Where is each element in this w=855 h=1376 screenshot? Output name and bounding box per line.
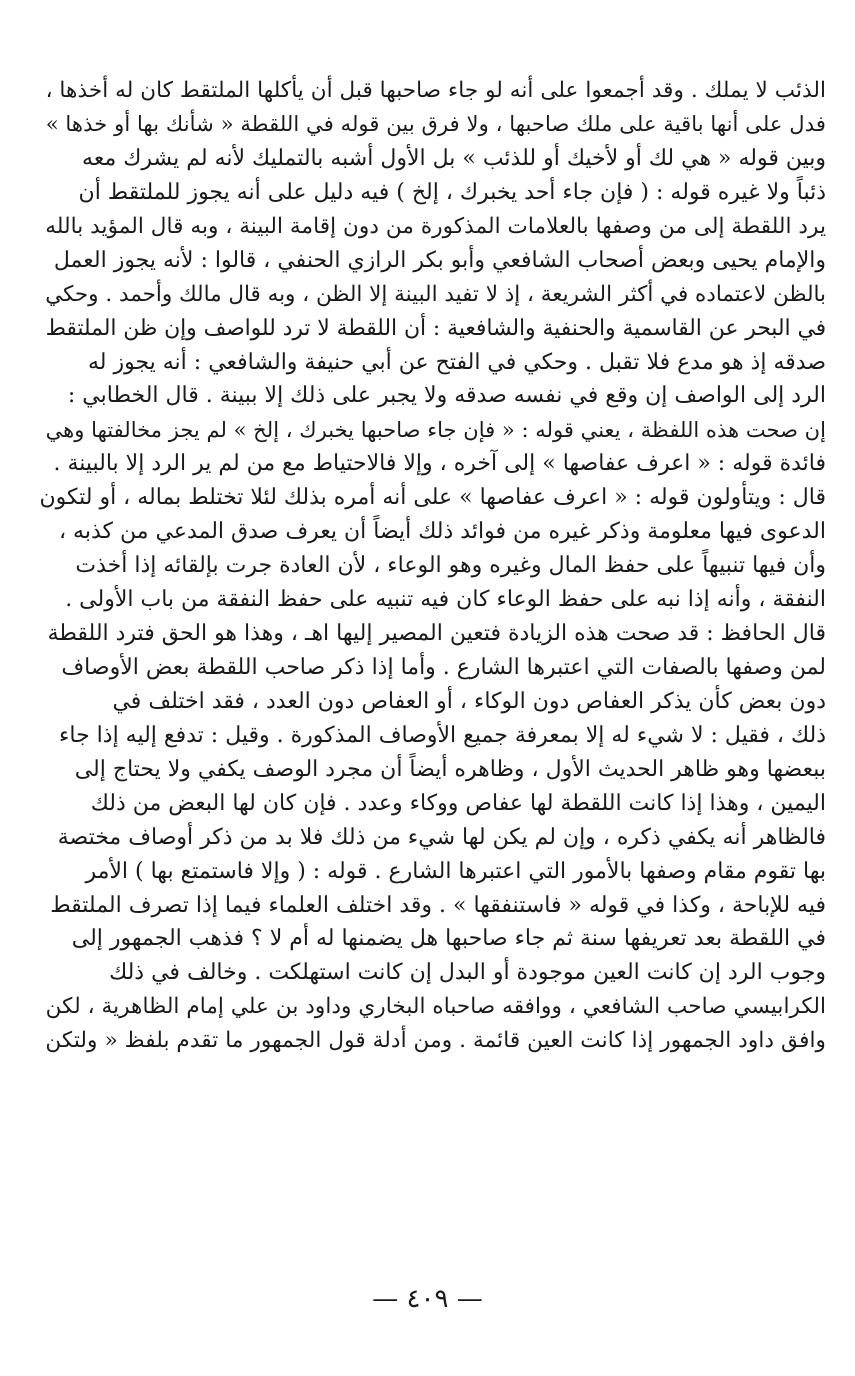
text-line: بها تقوم مقام وصفها بالأمور التي اعتبرها الشارع . قوله : ( وإلا فاستمتع بها ) الأمر — [85, 858, 826, 884]
text-line: الكرابيسي صاحب الشافعي ، ووافقه صاحباه البخاري وداود بن علي إمام الظاهرية ، لكن — [45, 994, 826, 1020]
text-line: وجوب الرد إن كانت العين موجودة أو البدل إن كانت استهلكت . وخالف في ذلك — [109, 960, 826, 986]
text-line: الرد إلى الواصف إن وقع في نفسه صدقه ولا يجبر على ذلك إلا ببينة . قال الخطابي : — [67, 383, 826, 409]
page-number: — ٤٠٩ — — [372, 1284, 483, 1314]
text-line: يرد اللقطة إلى من وصفها بالعلامات المذكورة من دون إقامة البينة ، وبه قال المؤيد بالله — [45, 213, 826, 239]
text-line: فيه للإباحة ، وكذا في قوله « فاستنفقها » . وقد اختلف العلماء فيما إذا تصرف الملتقط — [50, 892, 826, 918]
text-line: وافق داود الجمهور إذا كانت العين قائمة . ومن أدلة قول الجمهور ما تقدم بلفظ « ولتكن — [45, 1028, 826, 1054]
text-line: في اللقطة بعد تعريفها سنة ثم جاء صاحبها هل يضمنها له أم لا ؟ فذهب الجمهور إلى — [71, 926, 826, 952]
text-line: الذئب لا يملك . وقد أجمعوا على أنه لو جاء صاحبها قبل أن يأكلها الملتقط كان له أخذها ، — [45, 78, 826, 103]
text-line: وبين قوله « هي لك أو لأخيك أو للذئب » بل الأول أشبه بالتمليك لأنه لم يشرك معه — [82, 145, 826, 171]
text-line: دون بعض كأن يذكر العفاص دون الوكاء ، أو العفاص دون العدد ، فقد اختلف في — [112, 688, 826, 714]
text-line: النفقة ، وأنه إذا نبه على حفظ الوعاء كان فيه تنبيه على حفظ النفقة من باب الأولى . — [65, 587, 826, 613]
text-line: فائدة قوله : « اعرف عفاصها » إلى آخره ، وإلا فالاحتياط مع من لم ير الرد إلا بالبينة . — [53, 451, 826, 477]
text-line: قال : ويتأولون قوله : « اعرف عفاصها » على أنه أمره بذلك لئلا تختلط بماله ، أو لتكون — [39, 485, 826, 511]
body-text — [38, 74, 826, 1058]
text-line: ببعضها وهو ظاهر الحديث الأول ، وظاهره أيضاً أن مجرد الوصف يكفي ولا يحتاج إلى — [74, 756, 826, 782]
text-line: لمن وصفها بالصفات التي اعتبرها الشارع . وأما إذا ذكر صاحب اللقطة بعض الأوصاف — [61, 654, 826, 680]
text-line: ذئباً ولا غيره قوله : ( فإن جاء أحد يخبرك ، إلخ ) فيه دليل على أنه يجوز للملتقط أن — [78, 179, 826, 205]
text-line: في البحر عن القاسمية والحنفية والشافعية : أن اللقطة لا ترد للواصف وإن ظن الملتقط — [45, 315, 826, 341]
text-line: فالظاهر أنه يكفي ذكره ، وإن لم يكن لها شيء من ذلك فلا بد من ذكر أوصاف مختصة — [57, 824, 826, 850]
text-line: ذلك ، فقيل : لا شيء له إلا بمعرفة جميع الأوصاف المذكورة . وقيل : تدفع إليه إذا جاء — [59, 722, 826, 748]
text-line: صدقه إذ هو مدع فلا تقبل . وحكي في الفتح عن أبي حنيفة والشافعي : أنه يجوز له — [87, 349, 826, 375]
text-line: إن صحت هذه اللفظة ، يعني قوله : « فإن جاء صاحبها يخبرك ، إلخ » لم يجز مخالفتها وهي — [45, 417, 826, 443]
text-line: فدل على أنها باقية على ملك صاحبها ، ولا فرق بين قوله في اللقطة « شأنك بها أو خذها » — [45, 111, 826, 137]
text-line: بالظن لاعتماده في أكثر الشريعة ، إذ لا تفيد البينة إلا الظن ، وبه قال مالك وأحمد . وحكي — [45, 281, 826, 307]
text-line: قال الحافظ : قد صحت هذه الزيادة فتعين المصير إليها اهـ ، وهذا هو الحق فترد اللقطة — [47, 621, 826, 646]
text-line: اليمين ، وهذا إذا كانت اللقطة لها عفاص ووكاء وعدد . فإن كان لها البعض من ذلك — [90, 790, 826, 816]
text-line: وأن فيها تنبيهاً على حفظ المال وغيره وهو الوعاء ، لأن العادة جرت بإلقائه إذا أخذت — [75, 553, 826, 579]
text-line: والإمام يحيى وبعض أصحاب الشافعي وأبو بكر الرازي الحنفي ، قالوا : لأنه يجوز العمل — [53, 247, 826, 273]
text-line: الدعوى فيها معلومة وذكر غيره من فوائد ذلك أيضاً أن يعرف صدق المدعي من كذبه ، — [58, 519, 826, 545]
